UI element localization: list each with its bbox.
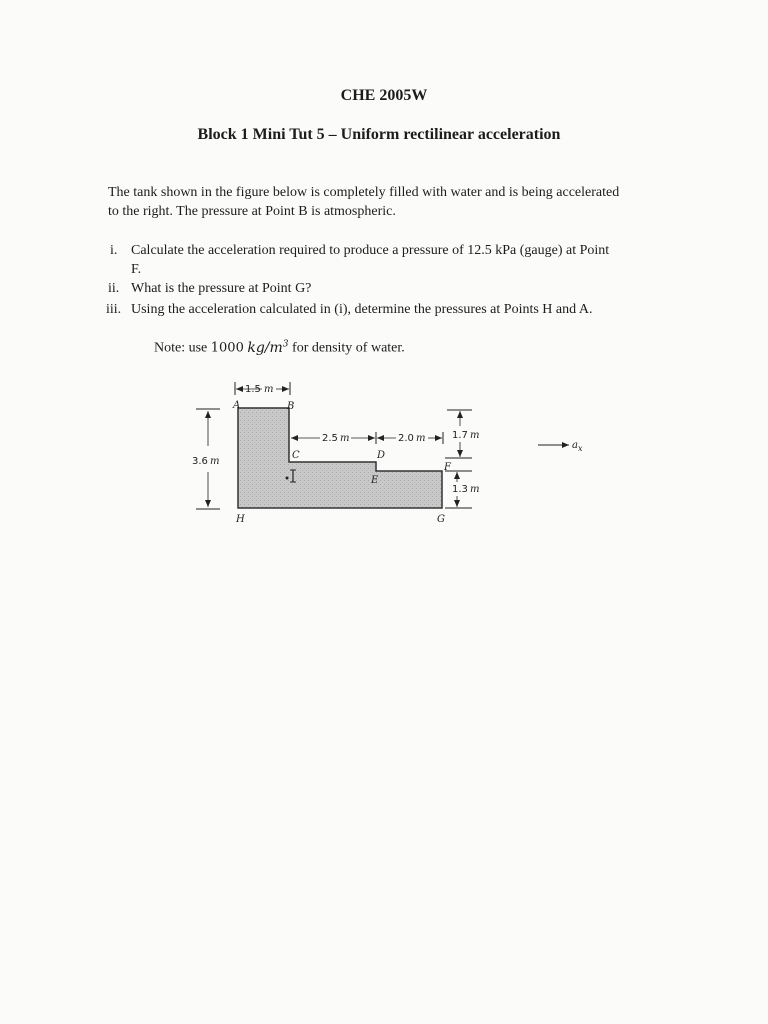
acceleration-label: $a_x$ <box>572 440 583 453</box>
point-F-label: F <box>444 462 451 473</box>
dim-right-height <box>445 471 479 508</box>
point-C-label: C <box>292 450 300 461</box>
tutorial-title: Block 1 Mini Tut 5 – Uniform rectilinear acceleration <box>197 126 561 143</box>
svg-text:1.3: 1.3 <box>452 484 468 495</box>
dim-right-width <box>376 432 443 444</box>
point-A-label: A <box>233 400 241 411</box>
point-E-label: E <box>371 475 379 486</box>
question-number: iii. <box>106 302 122 317</box>
svg-text:m: m <box>416 433 426 444</box>
point-G-label: G <box>437 514 445 525</box>
acceleration-arrow <box>538 440 583 453</box>
svg-text:2.0: 2.0 <box>398 433 414 444</box>
question-number: i. <box>110 243 118 258</box>
question-text: What is the pressure at Point G? <box>131 281 312 296</box>
svg-text:m: m <box>210 456 220 467</box>
dim-total-height <box>192 409 220 509</box>
svg-text:m: m <box>264 384 274 395</box>
intro-line-1: The tank shown in the figure below is completely filled with water and is being accelerated <box>108 185 620 200</box>
svg-text:m: m <box>470 430 480 441</box>
svg-text:m: m <box>340 433 350 444</box>
tank-outline <box>238 408 442 508</box>
svg-text:3.6: 3.6 <box>192 456 208 467</box>
svg-text:1.7: 1.7 <box>452 430 468 441</box>
question-number: ii. <box>108 281 120 296</box>
dim-mid-width <box>291 433 375 444</box>
point-H-label: H <box>236 514 245 525</box>
dim-top-width <box>235 382 290 395</box>
question-text: Calculate the acceleration required to produce a pressure of 12.5 kPa (gauge) at Point F. <box>131 243 610 277</box>
svg-text:2.5: 2.5 <box>322 433 338 444</box>
svg-text:1.5: 1.5 <box>245 384 261 395</box>
intro-line-2: to the right. The pressure at Point B is atmospheric. <box>108 204 396 219</box>
question-text: Using the acceleration calculated in (i), determine the pressures at Points H and A. <box>131 302 593 317</box>
course-code: CHE 2005W <box>340 87 428 104</box>
density-unit: $kg/m^3$ <box>247 339 289 356</box>
svg-text:m: m <box>470 484 480 495</box>
density-value: 1000 <box>210 340 244 356</box>
point-D-label: D <box>377 450 386 461</box>
dim-step-height <box>445 410 479 458</box>
point-B-label: B <box>287 401 295 412</box>
density-note: Note: use 1000 $kg/m^3$ for density of water. <box>154 339 405 356</box>
